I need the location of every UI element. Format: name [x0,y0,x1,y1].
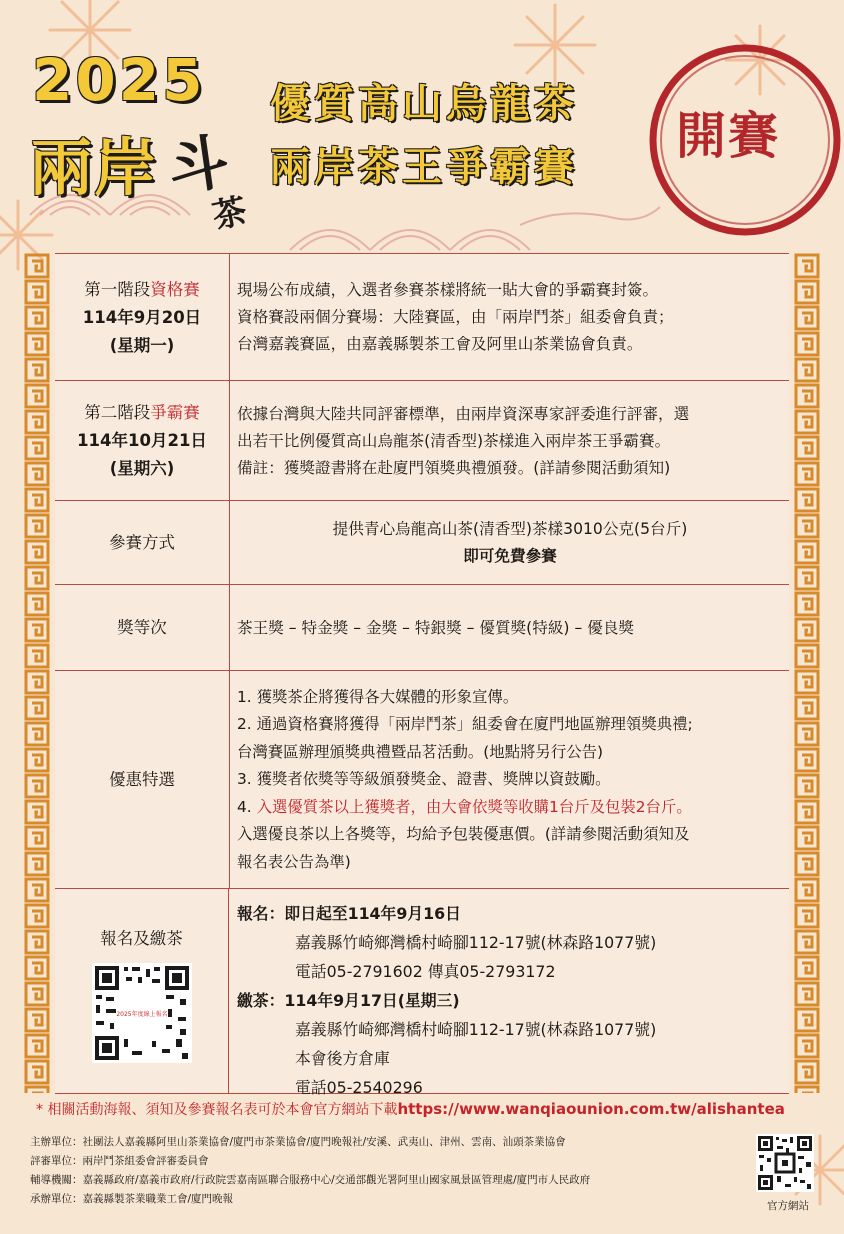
stage1-line-3: 台灣嘉義賽區，由嘉義縣製茶工會及阿里山茶業協會負責。 [237,335,643,353]
registration-qr-code[interactable] [92,963,192,1063]
awards-text: 茶王獎 – 特金獎 – 金獎 – 特銀獎 – 優質獎(特級) – 優良獎 [237,618,635,637]
title-line-2: 兩岸茶王爭霸賽 [270,143,578,190]
benefits-line-6: 入選優良茶以上各獎等，均給予包裝優惠價。(詳請參閱活動須知及 [237,825,690,844]
organizer-undertake: 承辦單位：嘉義縣製茶業職業工會/廈門晚報 [30,1193,234,1205]
benefits-line-1: 1. 獲獎茶企將獲得各大媒體的形象宣傳。 [237,687,519,706]
registration-content [231,889,789,1097]
benefits-line-3: 台灣賽區辦理頒獎典禮暨品茗活動。(地點將另行公告) [237,742,603,761]
stage2-date: 114年10月21日 [77,431,207,450]
stage1-weekday: (星期一) [109,335,175,355]
organizer-guide: 輔導機關：嘉義縣政府/嘉義市政府/行政院雲嘉南區聯合服務中心/交通部觀光署阿里山國家風景區管理處/廈門市人民政府 [30,1174,591,1186]
organizer-judge: 評審單位：兩岸鬥茶組委會評審委員會 [30,1155,209,1167]
registration-qr-caption: 2025年度線上報名 [115,1011,168,1018]
entry-row [55,500,789,585]
organizer-host: 主辦單位：社團法人嘉義縣阿里山茶業協會/廈門市茶業協會/廈門晚報社/安溪、武夷山、津州、雲南、汕頭茶業協會 [30,1136,566,1148]
stage2-label [55,381,230,501]
entry-line-2: 即可免費參賽 [463,547,557,565]
registration-title: 報名及繳茶 [100,929,183,948]
stage2-content [231,381,789,501]
year-heading: 2025 [32,46,206,114]
stage1-row [55,253,789,381]
entry-content [231,501,789,585]
stage2-line-3: 備註：獲獎證書將在赴廈門領獎典禮頒發。(詳請參閱活動須知) [237,458,671,477]
benefits-row [55,670,789,889]
website-qr-caption: 官方網站 [767,1200,809,1212]
signup-address: 嘉義縣竹崎鄉灣橋村崎腳112-17號(林森路1077號) [295,933,657,952]
stage1-label [55,254,230,381]
entry-line-1: 提供青心烏龍高山茶(清香型)茶樣3010公克(5台斤) [332,520,688,538]
benefits-line-7: 報名表公告為準) [237,852,351,871]
right-fret-border [794,253,820,1093]
stage2-prefix: 第二階段 [84,403,151,422]
awards-label: 獎等次 [55,585,230,671]
brand-calligraphy: 斗 [164,127,234,205]
registration-row [55,888,789,1097]
brand-heading: 兩岸 [30,131,159,204]
download-notice-text: * 相關活動海報、須知及參賽報名表可於本會官方網站下載 [36,1102,398,1118]
stage1-prefix: 第一階段 [84,279,151,299]
download-notice [36,1099,785,1119]
registration-label [55,889,229,1093]
stage1-content [231,254,789,381]
benefits-content [231,671,789,889]
benefits-line-5-number: 4. [237,797,257,816]
stage2-line-2: 出若干比例優質高山烏龍茶(清香型)茶樣進入兩岸茶王爭霸賽。 [237,431,671,450]
deliver-address: 嘉義縣竹崎鄉灣橋村崎腳112-17號(林森路1077號) [295,1020,657,1039]
stage1-date: 114年9月20日 [82,307,202,327]
benefits-line-5-highlight: 入選優質茶以上獲獎者，由大會依獎等收購1台斤及包裝2台斤。 [256,797,692,816]
website-qr-code[interactable] [756,1134,814,1192]
signup-phone: 電話05-2791602 傳真05-2793172 [295,962,556,981]
stage1-highlight: 資格賽 [150,279,200,299]
awards-row [55,584,789,671]
stage1-line-1: 現場公布成績，入選者參賽茶樣將統一貼大會的爭霸賽封簽。 [237,281,659,299]
benefits-line-2: 2. 通過資格賽將獲得「兩岸鬥茶」組委會在廈門地區辦理領獎典禮; [237,715,693,734]
brand-calligraphy-2: 茶 [208,190,251,238]
stage2-row [55,380,789,501]
benefits-label: 優惠特選 [55,671,230,889]
stage2-line-1: 依據台灣與大陸共同評審標準，由兩岸資深專家評委進行評審，選 [237,404,690,423]
deliver-phone: 電話05-2540296 [295,1078,423,1097]
awards-content [231,585,789,671]
deliver-title: 繳茶：114年9月17日(星期三) [237,991,460,1010]
left-fret-border [24,253,50,1093]
title-line-1: 優質高山烏龍茶 [270,80,578,127]
info-table [55,253,789,1097]
official-website-link[interactable]: https://www.wanqiaounion.com.tw/alishantea [397,1100,785,1118]
signup-title: 報名：即日起至114年9月16日 [237,904,461,923]
deliver-place: 本會後方倉庫 [295,1049,390,1068]
benefits-line-4: 3. 獲獎者依獎等等級頒發獎金、證書、獎牌以資鼓勵。 [237,770,611,789]
stage2-highlight: 爭霸賽 [150,403,200,422]
entry-label: 參賽方式 [55,501,230,585]
stage1-line-2: 資格賽設兩個分賽場：大陸賽區，由「兩岸鬥茶」組委會負責； [237,308,674,326]
stage2-weekday: (星期六) [109,459,175,478]
opening-stamp: 開賽 [676,106,780,165]
